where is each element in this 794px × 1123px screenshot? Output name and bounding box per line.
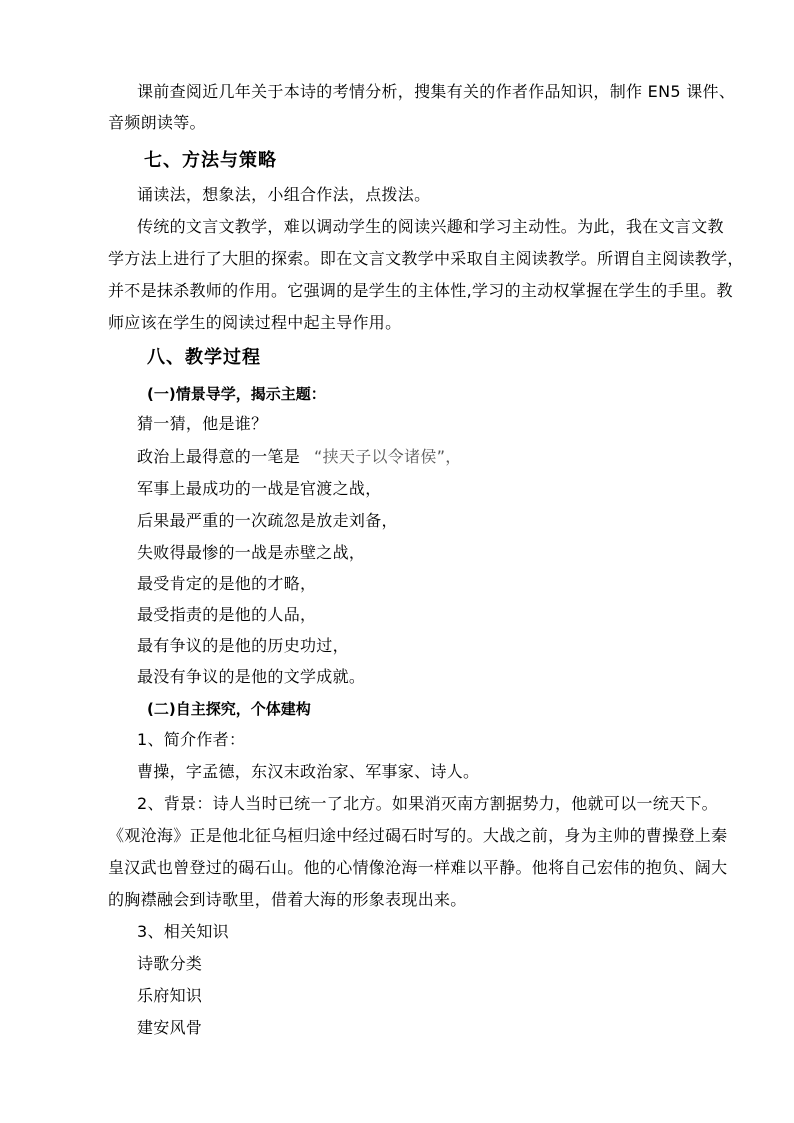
background-line-1: 2、背景：诗人当时已统一了北方。如果消灭南方割据势力，他就可以一统天下。 [137, 794, 718, 813]
politics-line [137, 447, 462, 467]
politics-line-text: 政治上最得意的一笔是 [137, 447, 301, 466]
part-2-heading: (二)自主探究，个体建构 [147, 700, 311, 718]
prep-paragraph-line-2: 音频朗读等。 [108, 113, 206, 132]
author-label: 1、简介作者： [137, 730, 246, 749]
strategy-paragraph-line-3: 并不是抹杀教师的作用。它强调的是学生的主体性,学习的主动权掌握在学生的手里。教 [108, 281, 733, 300]
clue-line: 最有争议的是他的历史功过， [137, 636, 349, 655]
clue-line: 最受肯定的是他的才略， [137, 574, 317, 593]
section-7-heading: 七、方法与策略 [144, 150, 277, 171]
related-knowledge-label: 3、相关知识 [137, 922, 229, 941]
part-1-heading: (一)情景导学，揭示主题： [147, 385, 326, 403]
clue-line: 军事上最成功的一战是官渡之战， [137, 479, 382, 498]
strategy-paragraph-line-4: 师应该在学生的阅读过程中起主导作用。 [108, 313, 402, 332]
background-line-4: 的胸襟融会到诗歌里，借着大海的形象表现出来。 [108, 890, 467, 909]
guess-prompt: 猜一猜，他是谁？ [137, 414, 268, 433]
background-line-2: 《观沧海》正是他北征乌桓归途中经过碣石时写的。大战之前，身为主帅的曹操登上秦 [108, 826, 728, 845]
related-knowledge-item: 诗歌分类 [137, 954, 203, 973]
clue-line: 最没有争议的是他的文学成就。 [137, 667, 366, 686]
methods-list: 诵读法，想象法，小组合作法，点拨法。 [137, 185, 431, 204]
related-knowledge-item: 乐府知识 [137, 986, 203, 1005]
clue-line: 后果最严重的一次疏忽是放走刘备， [137, 511, 398, 530]
clue-line: 失败得最惨的一战是赤壁之战， [137, 543, 366, 562]
strategy-paragraph-line-2: 学方法上进行了大胆的探索。即在文言文教学中采取自主阅读教学。所谓自主阅读教学， [108, 249, 744, 268]
background-line-3: 皇汉武也曾登过的碣石山。他的心情像沧海一样难以平静。他将自己宏伟的抱负、阔大 [108, 858, 728, 877]
section-8-heading: 八、教学过程 [147, 347, 261, 368]
clue-line: 最受指责的是他的人品， [137, 605, 317, 624]
related-knowledge-item: 建安风骨 [137, 1018, 203, 1037]
strategy-paragraph-line-1: 传统的文言文教学，难以调动学生的阅读兴趣和学习主动性。为此，我在文言文教 [137, 217, 724, 236]
prep-paragraph-line-1: 课前查阅近几年关于本诗的考情分析，搜集有关的作者作品知识，制作 EN5 课件、 [137, 82, 736, 101]
politics-quote: “挟天子以令诸侯”， [314, 447, 462, 466]
author-intro: 曹操，字孟德，东汉末政治家、军事家、诗人。 [137, 762, 480, 781]
